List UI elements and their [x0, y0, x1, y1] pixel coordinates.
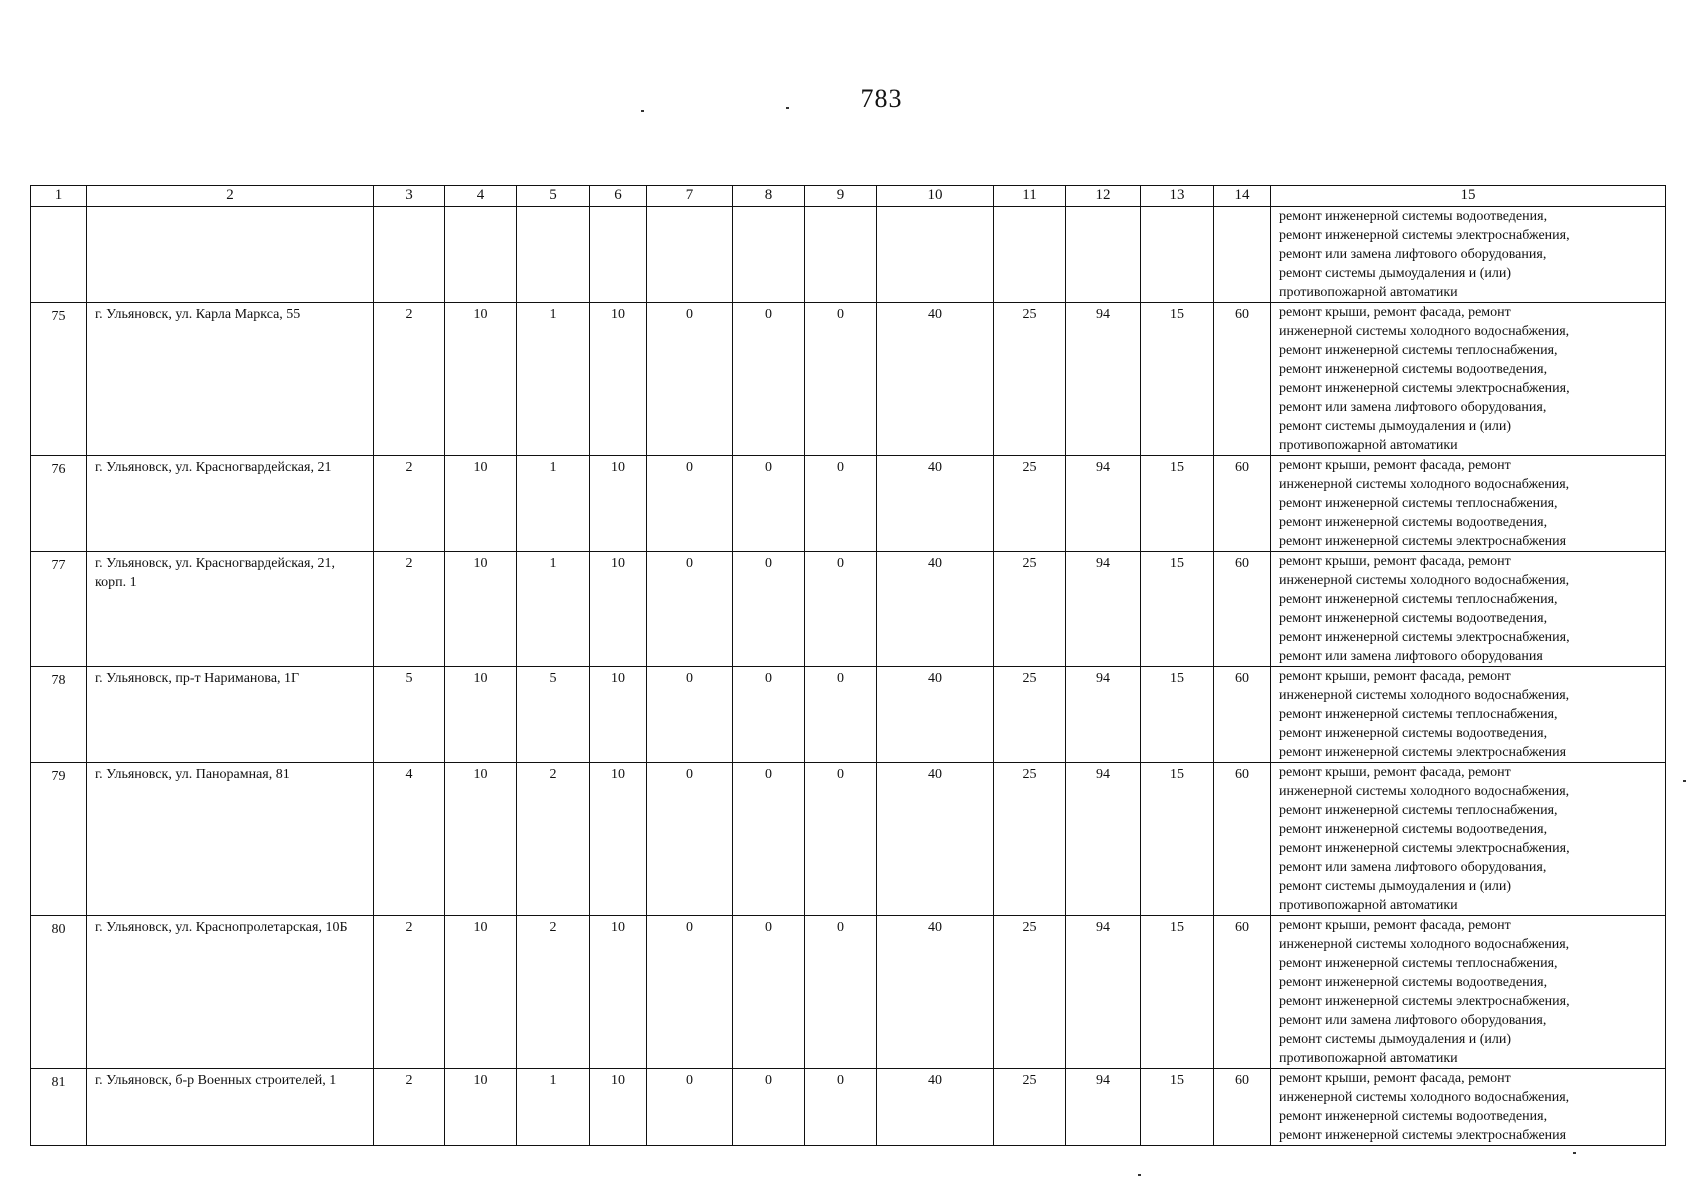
table-row: [31, 552, 1666, 667]
value-cell-col-5: 2: [517, 916, 590, 1069]
address-cell: г. Ульяновск, ул. Красногвардейская, 21, корп. 1: [87, 552, 374, 667]
work-line: ремонт инженерной системы электроснабжения,: [1279, 381, 1570, 396]
work-line: инженерной системы холодного водоснабжения,: [1279, 573, 1570, 588]
column-number-row: [31, 186, 1666, 207]
value-cell-col-6: 10: [590, 552, 647, 667]
value-cell-col-9: 0: [805, 552, 877, 667]
value-cell-col-13: 15: [1141, 667, 1214, 763]
value-cell-col-3: 4: [374, 763, 445, 916]
row-number-cell: 79: [31, 763, 87, 916]
work-line: ремонт инженерной системы теплоснабжения,: [1279, 496, 1558, 511]
value-cell-col-4: 10: [445, 667, 517, 763]
column-header-1: 1: [31, 186, 87, 207]
work-line: ремонт инженерной системы электроснабжения,: [1279, 841, 1570, 856]
work-line: ремонт крыши, ремонт фасада, ремонт: [1279, 554, 1511, 569]
page-number: 783: [860, 84, 903, 113]
work-line: ремонт инженерной системы водоотведения,: [1279, 975, 1548, 990]
value-cell-col-6: 10: [590, 667, 647, 763]
value-cell-col-11: 25: [994, 763, 1066, 916]
table-body: [31, 207, 1666, 1146]
value-cell-col-10: 40: [877, 916, 994, 1069]
value-cell-col-14: 60: [1214, 916, 1271, 1069]
column-header-15: 15: [1271, 186, 1666, 207]
work-line: инженерной системы холодного водоснабжения,: [1279, 937, 1570, 952]
value-cell-col-14: 60: [1214, 456, 1271, 552]
value-cell-col-10: 40: [877, 456, 994, 552]
work-line: противопожарной автоматики: [1279, 438, 1458, 453]
column-header-13: 13: [1141, 186, 1214, 207]
work-line: ремонт крыши, ремонт фасада, ремонт: [1279, 765, 1511, 780]
value-cell-col-13: 15: [1141, 916, 1214, 1069]
value-cell-col-4: 10: [445, 303, 517, 456]
empty-cell: [445, 207, 517, 303]
column-header-7: 7: [647, 186, 733, 207]
works-cell: [1271, 667, 1666, 763]
row-number-cell: 77: [31, 552, 87, 667]
value-cell-col-10: 40: [877, 763, 994, 916]
value-cell-col-3: 2: [374, 916, 445, 1069]
works-cell: [1271, 207, 1666, 303]
empty-cell: [877, 207, 994, 303]
value-cell-col-13: 15: [1141, 552, 1214, 667]
empty-cell: [374, 207, 445, 303]
value-cell-col-3: 2: [374, 303, 445, 456]
work-line: инженерной системы холодного водоснабжения,: [1279, 784, 1570, 799]
work-line: противопожарной автоматики: [1279, 1051, 1458, 1066]
empty-cell: [994, 207, 1066, 303]
works-cell: [1271, 552, 1666, 667]
works-cell: [1271, 456, 1666, 552]
value-cell-col-6: 10: [590, 303, 647, 456]
value-cell-col-4: 10: [445, 916, 517, 1069]
work-line: ремонт инженерной системы электроснабжения: [1279, 745, 1567, 760]
work-line: ремонт крыши, ремонт фасада, ремонт: [1279, 1071, 1511, 1086]
value-cell-col-13: 15: [1141, 763, 1214, 916]
table-row: [31, 916, 1666, 1069]
work-line: противопожарной автоматики: [1279, 898, 1458, 913]
work-line: ремонт системы дымоудаления и (или): [1279, 1032, 1512, 1047]
column-header-8: 8: [733, 186, 805, 207]
column-header-9: 9: [805, 186, 877, 207]
row-number-cell: 81: [31, 1069, 87, 1146]
value-cell-col-8: 0: [733, 552, 805, 667]
address-cell: г. Ульяновск, пр-т Нариманова, 1Г: [87, 667, 374, 763]
value-cell-col-6: 10: [590, 456, 647, 552]
value-cell-col-3: 5: [374, 667, 445, 763]
work-line: ремонт или замена лифтового оборудования,: [1279, 247, 1547, 262]
value-cell-col-8: 0: [733, 916, 805, 1069]
work-line: ремонт или замена лифтового оборудования: [1279, 649, 1543, 664]
empty-cell: [31, 207, 87, 303]
value-cell-col-6: 10: [590, 916, 647, 1069]
value-cell-col-3: 2: [374, 1069, 445, 1146]
work-line: инженерной системы холодного водоснабжения,: [1279, 324, 1570, 339]
scan-speck: [1138, 1174, 1141, 1176]
value-cell-col-10: 40: [877, 667, 994, 763]
scan-speck: [1573, 1152, 1576, 1154]
value-cell-col-8: 0: [733, 763, 805, 916]
value-cell-col-14: 60: [1214, 1069, 1271, 1146]
work-line: ремонт системы дымоудаления и (или): [1279, 879, 1512, 894]
value-cell-col-8: 0: [733, 1069, 805, 1146]
value-cell-col-11: 25: [994, 303, 1066, 456]
value-cell-col-12: 94: [1066, 916, 1141, 1069]
column-header-2: 2: [87, 186, 374, 207]
value-cell-col-11: 25: [994, 552, 1066, 667]
value-cell-col-13: 15: [1141, 303, 1214, 456]
work-line: инженерной системы холодного водоснабжения,: [1279, 688, 1570, 703]
work-line: ремонт инженерной системы электроснабжения: [1279, 534, 1567, 549]
empty-cell: [590, 207, 647, 303]
table-row: [31, 763, 1666, 916]
work-line: ремонт инженерной системы электроснабжения,: [1279, 228, 1570, 243]
value-cell-col-12: 94: [1066, 456, 1141, 552]
continuation-row: [31, 207, 1666, 303]
value-cell-col-4: 10: [445, 1069, 517, 1146]
empty-cell: [517, 207, 590, 303]
column-header-3: 3: [374, 186, 445, 207]
value-cell-col-12: 94: [1066, 667, 1141, 763]
row-number-cell: 78: [31, 667, 87, 763]
value-cell-col-4: 10: [445, 763, 517, 916]
value-cell-col-7: 0: [647, 916, 733, 1069]
value-cell-col-10: 40: [877, 1069, 994, 1146]
value-cell-col-9: 0: [805, 456, 877, 552]
work-line: ремонт инженерной системы теплоснабжения,: [1279, 803, 1558, 818]
value-cell-col-8: 0: [733, 667, 805, 763]
works-cell: [1271, 303, 1666, 456]
value-cell-col-12: 94: [1066, 552, 1141, 667]
column-header-14: 14: [1214, 186, 1271, 207]
value-cell-col-6: 10: [590, 763, 647, 916]
work-line: ремонт инженерной системы теплоснабжения,: [1279, 956, 1558, 971]
value-cell-col-9: 0: [805, 916, 877, 1069]
value-cell-col-7: 0: [647, 303, 733, 456]
scan-speck: [1683, 780, 1686, 782]
work-line: ремонт системы дымоудаления и (или): [1279, 266, 1512, 281]
value-cell-col-11: 25: [994, 916, 1066, 1069]
value-cell-col-12: 94: [1066, 303, 1141, 456]
column-header-12: 12: [1066, 186, 1141, 207]
value-cell-col-12: 94: [1066, 1069, 1141, 1146]
value-cell-col-5: 1: [517, 456, 590, 552]
work-line: ремонт инженерной системы электроснабжения: [1279, 1128, 1567, 1143]
work-line: инженерной системы холодного водоснабжения,: [1279, 477, 1570, 492]
table-row: [31, 1069, 1666, 1146]
work-line: ремонт инженерной системы электроснабжения,: [1279, 994, 1570, 1009]
works-cell: [1271, 1069, 1666, 1146]
column-header-11: 11: [994, 186, 1066, 207]
work-line: ремонт инженерной системы водоотведения,: [1279, 611, 1548, 626]
empty-cell: [805, 207, 877, 303]
value-cell-col-14: 60: [1214, 303, 1271, 456]
work-line: ремонт инженерной системы водоотведения,: [1279, 209, 1548, 224]
value-cell-col-12: 94: [1066, 763, 1141, 916]
value-cell-col-13: 15: [1141, 1069, 1214, 1146]
empty-cell: [1141, 207, 1214, 303]
value-cell-col-4: 10: [445, 456, 517, 552]
value-cell-col-14: 60: [1214, 763, 1271, 916]
value-cell-col-4: 10: [445, 552, 517, 667]
value-cell-col-7: 0: [647, 763, 733, 916]
value-cell-col-7: 0: [647, 552, 733, 667]
address-cell: г. Ульяновск, ул. Красногвардейская, 21: [87, 456, 374, 552]
row-number-cell: 75: [31, 303, 87, 456]
column-header-10: 10: [877, 186, 994, 207]
work-line: ремонт крыши, ремонт фасада, ремонт: [1279, 305, 1511, 320]
value-cell-col-7: 0: [647, 667, 733, 763]
address-cell: г. Ульяновск, б-р Военных строителей, 1: [87, 1069, 374, 1146]
value-cell-col-9: 0: [805, 1069, 877, 1146]
scan-speck: [786, 107, 789, 109]
address-cell: г. Ульяновск, ул. Панорамная, 81: [87, 763, 374, 916]
value-cell-col-7: 0: [647, 1069, 733, 1146]
work-line: ремонт или замена лифтового оборудования,: [1279, 1013, 1547, 1028]
repair-plan-table: [30, 185, 1666, 1146]
value-cell-col-10: 40: [877, 552, 994, 667]
work-line: ремонт системы дымоудаления и (или): [1279, 419, 1512, 434]
works-cell: [1271, 916, 1666, 1069]
value-cell-col-5: 1: [517, 552, 590, 667]
value-cell-col-3: 2: [374, 456, 445, 552]
value-cell-col-8: 0: [733, 303, 805, 456]
row-number-cell: 76: [31, 456, 87, 552]
work-line: ремонт инженерной системы водоотведения,: [1279, 362, 1548, 377]
value-cell-col-9: 0: [805, 667, 877, 763]
table-row: [31, 456, 1666, 552]
value-cell-col-5: 2: [517, 763, 590, 916]
work-line: ремонт или замена лифтового оборудования,: [1279, 860, 1547, 875]
work-line: ремонт инженерной системы водоотведения,: [1279, 515, 1548, 530]
value-cell-col-11: 25: [994, 456, 1066, 552]
value-cell-col-5: 1: [517, 1069, 590, 1146]
address-cell: г. Ульяновск, ул. Краснопролетарская, 10Б: [87, 916, 374, 1069]
work-line: ремонт крыши, ремонт фасада, ремонт: [1279, 458, 1511, 473]
work-line: ремонт инженерной системы теплоснабжения,: [1279, 592, 1558, 607]
value-cell-col-13: 15: [1141, 456, 1214, 552]
row-number-cell: 80: [31, 916, 87, 1069]
works-cell: [1271, 763, 1666, 916]
work-line: ремонт инженерной системы водоотведения,: [1279, 822, 1548, 837]
value-cell-col-11: 25: [994, 667, 1066, 763]
work-line: ремонт или замена лифтового оборудования,: [1279, 400, 1547, 415]
work-line: ремонт инженерной системы водоотведения,: [1279, 726, 1548, 741]
work-line: инженерной системы холодного водоснабжения,: [1279, 1090, 1570, 1105]
value-cell-col-9: 0: [805, 763, 877, 916]
work-line: ремонт крыши, ремонт фасада, ремонт: [1279, 669, 1511, 684]
value-cell-col-8: 0: [733, 456, 805, 552]
empty-cell: [87, 207, 374, 303]
table-row: [31, 303, 1666, 456]
address-cell: г. Ульяновск, ул. Карла Маркса, 55: [87, 303, 374, 456]
value-cell-col-5: 1: [517, 303, 590, 456]
work-line: противопожарной автоматики: [1279, 285, 1458, 300]
scan-speck: [641, 110, 644, 112]
column-header-5: 5: [517, 186, 590, 207]
work-line: ремонт крыши, ремонт фасада, ремонт: [1279, 918, 1511, 933]
work-line: ремонт инженерной системы теплоснабжения,: [1279, 343, 1558, 358]
value-cell-col-11: 25: [994, 1069, 1066, 1146]
empty-cell: [647, 207, 733, 303]
column-header-6: 6: [590, 186, 647, 207]
table-row: [31, 667, 1666, 763]
value-cell-col-6: 10: [590, 1069, 647, 1146]
empty-cell: [1066, 207, 1141, 303]
value-cell-col-3: 2: [374, 552, 445, 667]
value-cell-col-7: 0: [647, 456, 733, 552]
empty-cell: [1214, 207, 1271, 303]
value-cell-col-14: 60: [1214, 552, 1271, 667]
value-cell-col-14: 60: [1214, 667, 1271, 763]
empty-cell: [733, 207, 805, 303]
column-header-4: 4: [445, 186, 517, 207]
value-cell-col-5: 5: [517, 667, 590, 763]
work-line: ремонт инженерной системы электроснабжения,: [1279, 630, 1570, 645]
value-cell-col-10: 40: [877, 303, 994, 456]
value-cell-col-9: 0: [805, 303, 877, 456]
work-line: ремонт инженерной системы водоотведения,: [1279, 1109, 1548, 1124]
work-line: ремонт инженерной системы теплоснабжения,: [1279, 707, 1558, 722]
